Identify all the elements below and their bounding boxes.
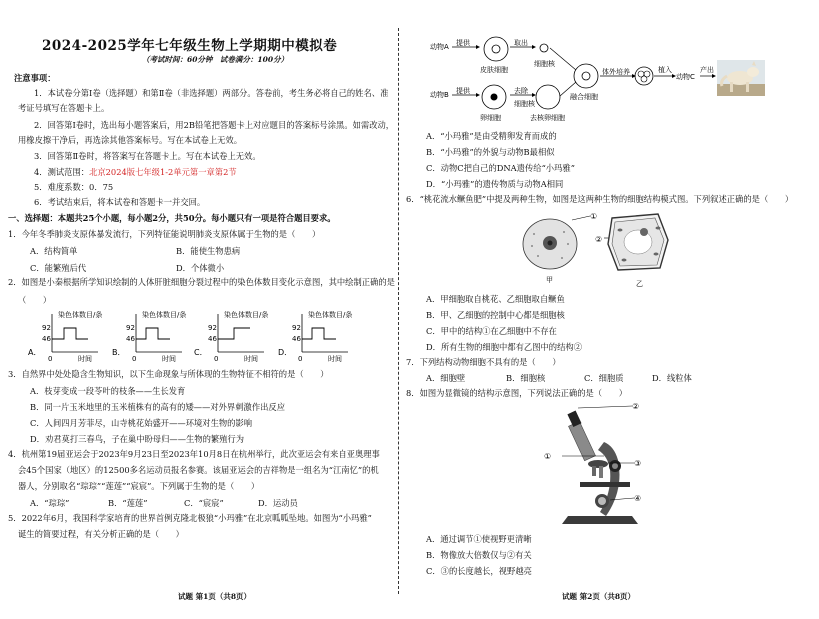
nucleus	[540, 44, 548, 52]
notice-line: 6．考试结束后，将本试卷和答题卡一并交回。	[34, 197, 206, 207]
q5-option-c[interactable]: C．动物C把自己的DNA遗传给“小玛雅”	[426, 163, 575, 173]
q6-cell-diagram	[520, 210, 680, 290]
q4-option-a[interactable]: A．“琮琮”	[30, 498, 70, 508]
origin-label: 0	[48, 355, 53, 363]
q1-option-a[interactable]: A．结构简单	[30, 246, 78, 256]
q7-option-a[interactable]: A．细胞壁	[426, 373, 466, 383]
x-axis-label: 时间	[328, 355, 342, 363]
marker-1: ①	[590, 212, 598, 221]
tick-46: 46	[292, 335, 301, 343]
cell-label-jia: 甲	[546, 276, 553, 284]
q2-chart-d[interactable]	[278, 310, 352, 363]
notice-line: 考证号填写在答题卡上。	[18, 103, 110, 113]
embryo-cell	[641, 76, 647, 82]
q3-option-b[interactable]: B．同一片玉米地里的玉米植株有的高有的矮——对外界刺激作出反应	[30, 402, 286, 412]
q6-option-a[interactable]: A．甲细胞取自桃花、乙细胞取自鳜鱼	[426, 294, 565, 304]
q5-line: 5．2022年6月，我国科学家培育的世界首例克隆北极狼“小玛雅”在北京呱呱坠地。如图为“小玛雅”	[8, 513, 372, 523]
origin-label: 0	[214, 355, 219, 363]
notice-label: 4．测试范围：	[34, 167, 90, 177]
provide-label: 提供	[456, 39, 470, 47]
notice-line: 2．回答第Ⅰ卷时，选出每小题答案后，用2B铅笔把答题卡上对应题目的答案标号涂黑。如需改动，	[34, 120, 395, 130]
q4-option-d[interactable]: D．运动员	[258, 498, 298, 508]
nucleus-label: 细胞核	[514, 100, 535, 108]
cell-label-yi: 乙	[636, 280, 643, 288]
marker-1: ①	[544, 452, 552, 461]
q6-option-d[interactable]: D．所有生物的细胞中都有乙图中的结构②	[426, 342, 582, 352]
notice-line: 5．难度系数：0．75	[34, 182, 114, 192]
animal-cell	[523, 219, 577, 284]
clone-diagram	[410, 34, 770, 124]
q3-stem: 3．自然界中处处隐含生物知识，以下生命现象与所体现的生物特征不相符的是（ ）	[8, 369, 329, 379]
marker-4: ④	[634, 494, 642, 503]
x-axis-label: 时间	[244, 355, 258, 363]
q4-line: 器人，分别取名“琮琮”“莲莲”“宸宸”。下列属于生物的是（ ）	[18, 481, 260, 491]
q2-label-a: A．	[28, 348, 42, 357]
q4-line: 4．杭州第19届亚运会于2023年9月23日至2023年10月8日在杭州举行，此次亚运会有来自亚奥理事	[8, 449, 380, 459]
arrow-head	[476, 93, 480, 97]
q2-chart-c[interactable]	[194, 310, 268, 363]
q7-stem: 7．下列结构动物细胞不具有的是（ ）	[406, 357, 561, 367]
animal-c-label: 动物C	[676, 73, 695, 81]
skin-cell-nucleus	[492, 45, 500, 53]
y-axis-label: 染色体数目/条	[142, 311, 187, 319]
tick-46: 46	[126, 335, 135, 343]
arrow-head	[532, 45, 536, 49]
egg-cell-label: 卵细胞	[480, 114, 501, 122]
egg-nucleus	[491, 94, 498, 101]
origin-label: 0	[132, 355, 137, 363]
q1-option-c[interactable]: C．能繁殖后代	[30, 263, 87, 273]
q7-option-d[interactable]: D．线粒体	[652, 373, 692, 383]
q3-option-c[interactable]: C．人间四月芳菲尽，山寺桃花始盛开——环境对生物的影响	[30, 418, 253, 428]
q3-option-a[interactable]: A．枝芽变成一段苓叶的枝条——生长发育	[30, 386, 186, 396]
q8-option-c[interactable]: C．③的长度越长，视野越亮	[426, 566, 532, 576]
culture-label: 体外培养	[602, 68, 630, 76]
clone-diagram-svg	[410, 34, 770, 124]
q7-option-c[interactable]: C．细胞质	[584, 373, 624, 383]
q5-option-b[interactable]: B．“小玛雅”的外貌与动物B最相似	[426, 147, 555, 157]
test-range: 北京2024版七年级1-2单元第一章第2节	[89, 167, 237, 177]
page-footer: 试题 第2页（共8页）	[562, 592, 636, 601]
q4-line: 会45个国家（地区）的12500多名运动员报名参赛。该届亚运会的吉祥物是一组名为“江南忆”的机	[18, 465, 379, 475]
animal-b-label: 动物B	[430, 91, 449, 99]
q2-label-b: B．	[112, 348, 126, 357]
q3-option-d[interactable]: D．劝君莫打三春鸟，子在巢中盼母归——生物的繁殖行为	[30, 434, 245, 444]
q4-option-c[interactable]: C．“宸宸”	[184, 498, 224, 508]
q2-chart-options	[28, 310, 373, 362]
tick-92: 92	[292, 324, 301, 332]
q5-line: 诞生的简要过程，有关分析正确的是（ ）	[18, 529, 184, 539]
notice-line: 用橡皮擦干净后，再选涂其他答案标号。写在本试卷上无效。	[18, 135, 243, 145]
skin-cell-label: 皮肤细胞	[480, 66, 508, 74]
arrow-head	[532, 93, 536, 97]
q2-chart-a[interactable]	[28, 310, 102, 363]
tick-46: 46	[208, 335, 217, 343]
q4-option-b[interactable]: B．“莲莲”	[108, 498, 148, 508]
plant-cell	[608, 214, 668, 288]
wolf-picture	[717, 60, 765, 96]
x-axis-label: 时间	[78, 355, 92, 363]
page-title: 2024-2025学年七年级生物上学期期中模拟卷	[42, 38, 338, 54]
arrow-head	[476, 45, 480, 49]
enucleated-egg	[536, 85, 560, 109]
marker-2: ②	[595, 235, 603, 244]
page-divider	[398, 28, 399, 594]
q1-option-b[interactable]: B．能使生物患病	[176, 246, 241, 256]
tick-92: 92	[208, 324, 217, 332]
marker-3: ③	[634, 459, 642, 468]
q8-stem: 8．如图为显微镜的结构示意图，下列说法正确的是（ ）	[406, 388, 627, 398]
extract-label: 取出	[514, 39, 528, 47]
fused-label: 融合细胞	[570, 93, 598, 101]
q1-option-d[interactable]: D．个体微小	[176, 263, 225, 273]
y-axis-label: 染色体数目/条	[308, 311, 353, 319]
q6-option-b[interactable]: B．甲、乙细胞的控制中心都是细胞核	[426, 310, 565, 320]
q1-stem: 1．今年冬季肺炎支原体暴发流行，下列特征能说明肺炎支原体属于生物的是（ ）	[8, 229, 321, 239]
y-axis-label: 染色体数目/条	[58, 311, 103, 319]
q8-option-b[interactable]: B．物像放大倍数仅与②有关	[426, 550, 532, 560]
q5-option-d[interactable]: D．“小玛雅”的遗传物质与动物A相同	[426, 179, 564, 189]
microscope-svg	[540, 400, 660, 530]
tick-46: 46	[42, 335, 51, 343]
enucleated-label: 去核卵细胞	[530, 114, 565, 122]
q2-label-d: D．	[278, 348, 293, 357]
fused-nucleus	[582, 72, 590, 80]
notice-line	[34, 167, 237, 178]
microscope	[562, 411, 638, 524]
animal-a-label: 动物A	[430, 43, 449, 51]
implant-label: 植入	[658, 66, 672, 74]
q2-chart-svg	[28, 310, 373, 362]
nucleus-label: 细胞核	[534, 60, 555, 68]
chromosome-line	[136, 328, 170, 339]
q2-chart-b[interactable]	[112, 310, 186, 363]
tick-92: 92	[42, 324, 51, 332]
remove-label: 去除	[514, 87, 528, 95]
q2-label-c: C．	[194, 348, 208, 357]
q6-stem: 6．“桃花流水鳜鱼肥”中提及两种生物，如图是这两种生物的细胞结构模式图。下列叙述正确的是（ ）	[406, 194, 794, 204]
chromosome-line	[218, 328, 250, 339]
provide-label: 提供	[456, 87, 470, 95]
chromosome-line	[52, 328, 88, 339]
microscope-diagram	[540, 400, 660, 530]
section-heading: 一、选择题：本题共25个小题，每小题2分，共50分。每小题只有一项是符合题目要求。	[8, 213, 336, 223]
origin-label: 0	[298, 355, 303, 363]
notice-line: 1．本试卷分第Ⅰ卷（选择题）和第Ⅱ卷（非选择题）两部分。答卷前，考生务必将自己的姓名、准	[34, 88, 389, 98]
q2-paren: （ ）	[18, 295, 52, 305]
tick-92: 92	[126, 324, 135, 332]
give-birth-label: 产出	[700, 66, 714, 74]
marker-2: ②	[632, 402, 640, 411]
leader-line	[578, 406, 632, 408]
leader-line	[572, 216, 590, 220]
y-axis-label: 染色体数目/条	[224, 311, 269, 319]
chromosome-line	[302, 328, 336, 339]
page-footer: 试题 第1页（共8页）	[178, 592, 252, 601]
exam-info: （考试时间：60分钟 试卷满分：100分）	[142, 55, 289, 64]
q6-option-c[interactable]: C．甲中的结构①在乙细胞中不存在	[426, 326, 557, 336]
notice-heading: 注意事项：	[14, 73, 56, 83]
q2-stem: 2．如图是小秦根据所学知识绘制的人体肝脏细胞分裂过程中的染色体数目变化示意图，其中绘制正确的是	[8, 277, 395, 287]
arrow-head	[712, 74, 716, 78]
q7-option-b[interactable]: B．细胞核	[506, 373, 546, 383]
q5-option-a[interactable]: A．“小玛雅”是由受精卵发育而成的	[426, 131, 557, 141]
q8-option-a[interactable]: A．通过调节①使视野更清晰	[426, 534, 532, 544]
notice-line: 3．回答第Ⅱ卷时，将答案写在答题卡上。写在本试卷上无效。	[34, 151, 261, 161]
cell-diagram-svg	[520, 210, 680, 290]
x-axis-label: 时间	[162, 355, 176, 363]
